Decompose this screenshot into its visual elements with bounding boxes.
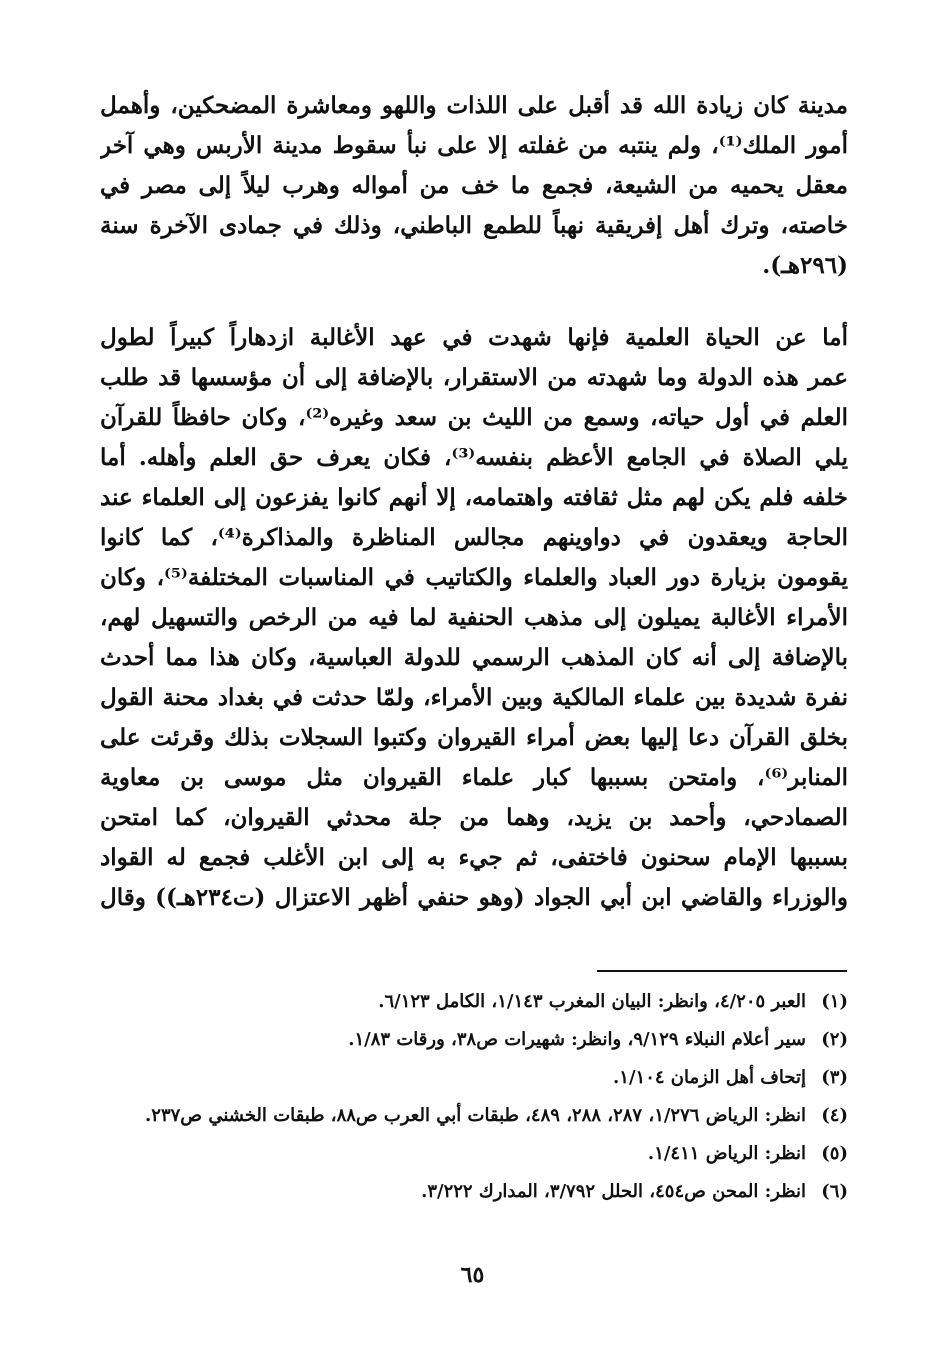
paragraph-line: خاصته، وترك أهل إفريقية نهباً للطمع الباطني، وذلك في جمادى الآخرة سنة [100, 212, 848, 239]
paragraph-line: عمر هذه الدولة وما شهدته من الاستقرار، بالإضافة إلى أن مؤسسها قد طلب [100, 364, 848, 391]
footnote-4 [100, 1099, 848, 1133]
footnote-2 [100, 1023, 848, 1057]
paragraph-line: الصمادحي، وأحمد بن يزيد، وهما من جلة محدثي القيروان، كما امتحن [100, 804, 848, 831]
paragraph-line: بخلق القرآن دعا إليها بعض أمراء القيروان وكتبوا السجلات بذلك وقرئت على [100, 724, 848, 751]
paragraph-line: (٢٩٦هـ). [762, 252, 848, 279]
footnote-text: انظر: الرياض ١/٤١١. [647, 1143, 806, 1164]
paragraph-line: الحاجة ويعقدون في دواوينهم مجالس المناظرة والمذاكرة⁽⁴⁾، كما كانوا [100, 524, 848, 551]
footnote-number: (٦) [821, 1181, 848, 1202]
footnote-1 [100, 985, 848, 1019]
page-number: ٦٥ [460, 1262, 485, 1288]
paragraph-line: أما عن الحياة العلمية فإنها شهدت في عهد الأغالبة ازدهاراً كبيراً لطول [100, 324, 848, 351]
paragraph-2 [100, 318, 848, 918]
paragraph-line: خلفه فلم يكن لهم مثل ثقافته واهتمامه، إلا أنهم كانوا يفزعون إلى العلماء عند [100, 484, 848, 511]
paragraph-line: معقل يحميه من الشيعة، فجمع ما خف من أمواله وهرب ليلاً إلى مصر في [100, 172, 848, 199]
footnote-number: (٥) [821, 1143, 848, 1164]
footnote-6 [100, 1175, 848, 1209]
footnote-text: انظر: المحن ص٤٥٤، الحلل ٣/٧٩٢، المدارك ٣/٢٢٢. [421, 1181, 806, 1202]
paragraph-line: الأمراء الأغالبة يميلون إلى مذهب الحنفية لما فيه من الرخص والتسهيل لهم، [100, 604, 848, 631]
footnote-number: (٣) [821, 1067, 848, 1088]
footnote-number: (١) [821, 991, 848, 1012]
footnote-text: انظر: الرياض ١/٢٧٦، ٢٨٧، ٢٨٨، ٤٨٩، طبقات أبي العرب ص٨٨، طبقات الخشني ص٢٣٧. [145, 1105, 806, 1126]
paragraph-line: نفرة شديدة بين علماء المالكية وبين الأمراء، ولمّا حدثت في بغداد محنة القول [100, 684, 848, 711]
footnote-number: (٤) [821, 1105, 848, 1126]
footnote-3 [100, 1061, 848, 1095]
paragraph-line: والوزراء والقاضي ابن أبي الجواد (وهو حنفي أظهر الاعتزال (ت٢٣٤هـ)) وقال [100, 884, 848, 911]
paragraph-line: العلم في أول حياته، وسمع من الليث بن سعد وغيره⁽²⁾، وكان حافظاً للقرآن [100, 404, 848, 431]
paragraph-line: المنابر⁽⁶⁾، وامتحن بسببها كبار علماء القيروان مثل موسى بن معاوية [100, 764, 848, 791]
paragraph-line: يلي الصلاة في الجامع الأعظم بنفسه⁽³⁾، فكان يعرف حق العلم وأهله. أما [100, 444, 848, 471]
paragraph-line: أمور الملك⁽¹⁾، ولم ينتبه من غفلته إلا على نبأ سقوط مدينة الأربس وهي آخر [100, 132, 848, 159]
footnote-number: (٢) [821, 1029, 848, 1050]
footnote-text: إتحاف أهل الزمان ١/١٠٤. [613, 1067, 806, 1088]
paragraph-line: يقومون بزيارة دور العباد والعلماء والكتاتيب في المناسبات المختلفة⁽⁵⁾، وكان [100, 564, 848, 591]
footnote-text: العبر ٤/٢٠٥، وانظر: البيان المغرب ١/١٤٣، الكامل ٦/١٢٣. [378, 991, 806, 1012]
paragraph-1 [100, 86, 848, 286]
footnote-separator [597, 970, 847, 972]
footnote-text: سير أعلام النبلاء ٩/١٢٩، وانظر: شهيرات ص٣٨، ورقات ١/٨٣. [348, 1029, 806, 1050]
footnotes [100, 985, 848, 1213]
paragraph-line: بالإضافة إلى أنه كان المذهب الرسمي للدولة العباسية، وكان هذا مما أحدث [100, 644, 848, 671]
footnote-5 [100, 1137, 848, 1171]
paragraph-line: بسببها الإمام سحنون فاختفى، ثم جيء به إلى ابن الأغلب فجمع له القواد [100, 844, 848, 871]
paragraph-line: مدينة كان زيادة الله قد أقبل على اللذات واللهو ومعاشرة المضحكين، وأهمل [100, 92, 848, 119]
